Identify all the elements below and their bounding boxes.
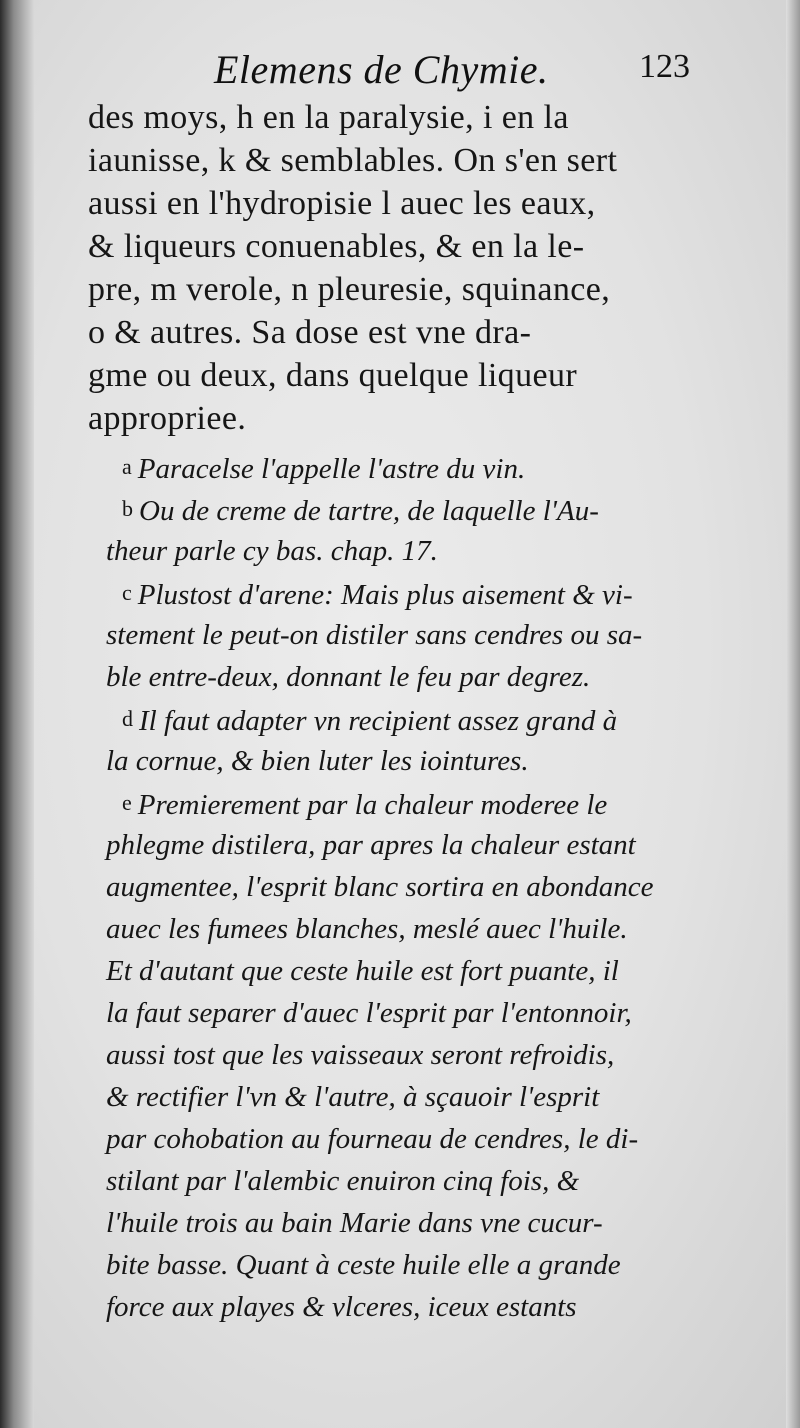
note-d-line: la cornue, & bien luter les iointures.: [106, 745, 529, 777]
page-edge: [786, 0, 800, 1428]
note-e-line: auec les fumees blanches, meslé auec l'huile.: [106, 913, 628, 945]
note-b-line: [88, 488, 700, 530]
note-e-line: & rectifier l'vn & l'autre, à sçauoir l'esprit: [106, 1081, 600, 1113]
page-number: 123: [639, 48, 690, 85]
note-b-text: Ou de creme de tartre, de laquelle l'Au-: [139, 495, 599, 527]
note-c-text: Plustost d'arene: Mais plus aisement & vi-: [137, 579, 633, 611]
note-c-line: [88, 572, 700, 614]
note-e-line: bite basse. Quant à ceste huile elle a grande: [106, 1249, 621, 1281]
note-e-line: [88, 782, 700, 824]
note-c-line: ble entre-deux, donnant le feu par degrez.: [106, 661, 591, 693]
note-d-text: Il faut adapter vn recipient assez grand à: [139, 705, 618, 737]
note-e-line: augmentee, l'esprit blanc sortira en abondance: [106, 871, 654, 903]
body-line: o & autres. Sa dose est vne dra-: [88, 314, 532, 351]
body-line: des moys, h en la paralysie, i en la: [88, 99, 569, 136]
note-b-marker: b: [122, 496, 133, 521]
note-e-line: par cohobation au fourneau de cendres, le di-: [106, 1123, 639, 1155]
note-c-marker: c: [122, 580, 132, 605]
note-a-text: Paracelse l'appelle l'astre du vin.: [137, 453, 526, 485]
note-e-line: aussi tost que les vaisseaux seront refroidis,: [106, 1039, 615, 1071]
running-title: Elemens de Chymie.: [214, 47, 549, 92]
note-e-line: stilant par l'alembic enuiron cinq fois, &: [106, 1165, 580, 1197]
note-e-line: l'huile trois au bain Marie dans vne cucur-: [106, 1207, 603, 1239]
note-d-marker: d: [122, 706, 133, 731]
body-line: iaunisse, k & semblables. On s'en sert: [88, 142, 618, 179]
note-c-line: stement le peut-on distiler sans cendres ou sa-: [106, 619, 643, 651]
note-e-marker: e: [122, 790, 132, 815]
note-e-line: phlegme distilera, par apres la chaleur estant: [106, 829, 636, 861]
page-text: [88, 96, 700, 1328]
note-a-line: [88, 446, 700, 488]
note-a-marker: a: [122, 454, 132, 479]
note-e-text: Premierement par la chaleur moderee le: [137, 789, 608, 821]
note-e-line: force aux playes & vlceres, iceux estants: [106, 1291, 577, 1323]
page-header: [200, 44, 700, 104]
body-line: gme ou deux, dans quelque liqueur: [88, 357, 578, 394]
note-b-line: theur parle cy bas. chap. 17.: [106, 535, 438, 567]
body-line: & liqueurs conuenables, & en la le-: [88, 228, 585, 265]
body-line: aussi en l'hydropisie l auec les eaux,: [88, 185, 596, 222]
note-d-line: [88, 698, 700, 740]
body-line: pre, m verole, n pleuresie, squinance,: [88, 271, 611, 308]
body-line: appropriee.: [88, 400, 247, 437]
note-e-line: Et d'autant que ceste huile est fort puante, il: [106, 955, 619, 987]
note-e-line: la faut separer d'auec l'esprit par l'entonnoir,: [106, 997, 632, 1029]
page-spine-shadow: [0, 0, 34, 1428]
